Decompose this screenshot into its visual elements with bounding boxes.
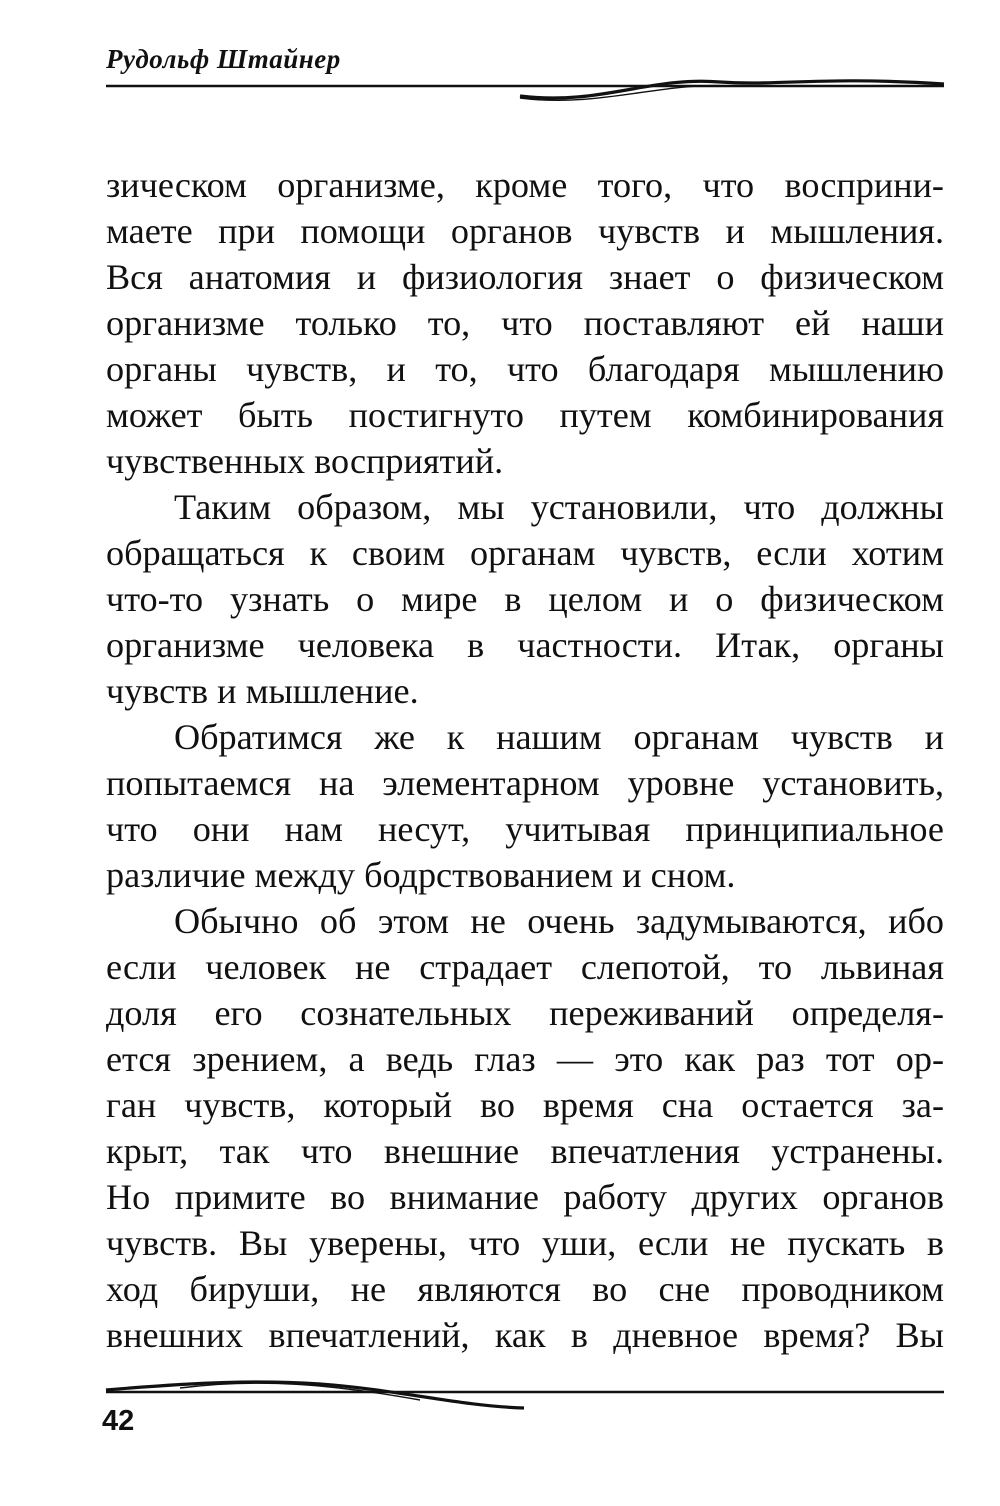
footer-rule-ornament: [0, 1370, 1000, 1410]
text-line: органы чувств, и то, что благодаря мышлению: [106, 349, 944, 389]
text-line: различие между бодрствованием и сном.: [106, 855, 736, 895]
page-number: 42: [102, 1405, 135, 1437]
body-text: [106, 162, 944, 1358]
header-rule-ornament: [0, 66, 1000, 106]
text-line: крыт, так что внешние впечатления устранены.: [106, 1131, 944, 1171]
text-line: что они нам несут, учитывая принципиальное: [106, 809, 944, 849]
text-line: может быть постигнуто путем комбинирования: [106, 395, 944, 435]
text-line: обращаться к своим органам чувств, если хотим: [106, 533, 944, 573]
text-line: что-то узнать о мире в целом и о физическом: [106, 579, 944, 619]
text-line: если человек не страдает слепотой, то львиная: [106, 947, 944, 987]
text-line: чувств и мышление.: [106, 671, 419, 711]
text-line: Обратимся же к нашим органам чувств и: [174, 717, 944, 757]
text-line: ется зрением, а ведь глаз — это как раз тот ор-: [106, 1039, 944, 1079]
text-line: ган чувств, который во время сна остается за-: [106, 1085, 944, 1125]
text-line: зическом организме, кроме того, что восприни-: [106, 165, 944, 205]
text-line: ход бируши, не являются во сне проводником: [106, 1269, 944, 1309]
text-line: доля его сознательных переживаний определя-: [106, 993, 944, 1033]
text-line: Таким образом, мы установили, что должны: [174, 487, 944, 527]
text-line: организме только то, что поставляют ей наши: [106, 303, 944, 343]
text-line: чувств. Вы уверены, что уши, если не пускать в: [106, 1223, 944, 1263]
text-line: Вся анатомия и физиология знает о физическом: [106, 257, 944, 297]
text-line: чувственных восприятий.: [106, 441, 504, 481]
text-line: маете при помощи органов чувств и мышления.: [106, 211, 944, 251]
text-line: организме человека в частности. Итак, органы: [106, 625, 944, 665]
text-line: попытаемся на элементарном уровне установить,: [106, 763, 944, 803]
text-line: Обычно об этом не очень задумываются, ибо: [174, 901, 944, 941]
text-line: внешних впечатлений, как в дневное время? Вы: [106, 1315, 944, 1355]
text-line: Но примите во внимание работу других органов: [106, 1177, 944, 1217]
running-head: Рудольф Штайнер: [106, 44, 341, 74]
